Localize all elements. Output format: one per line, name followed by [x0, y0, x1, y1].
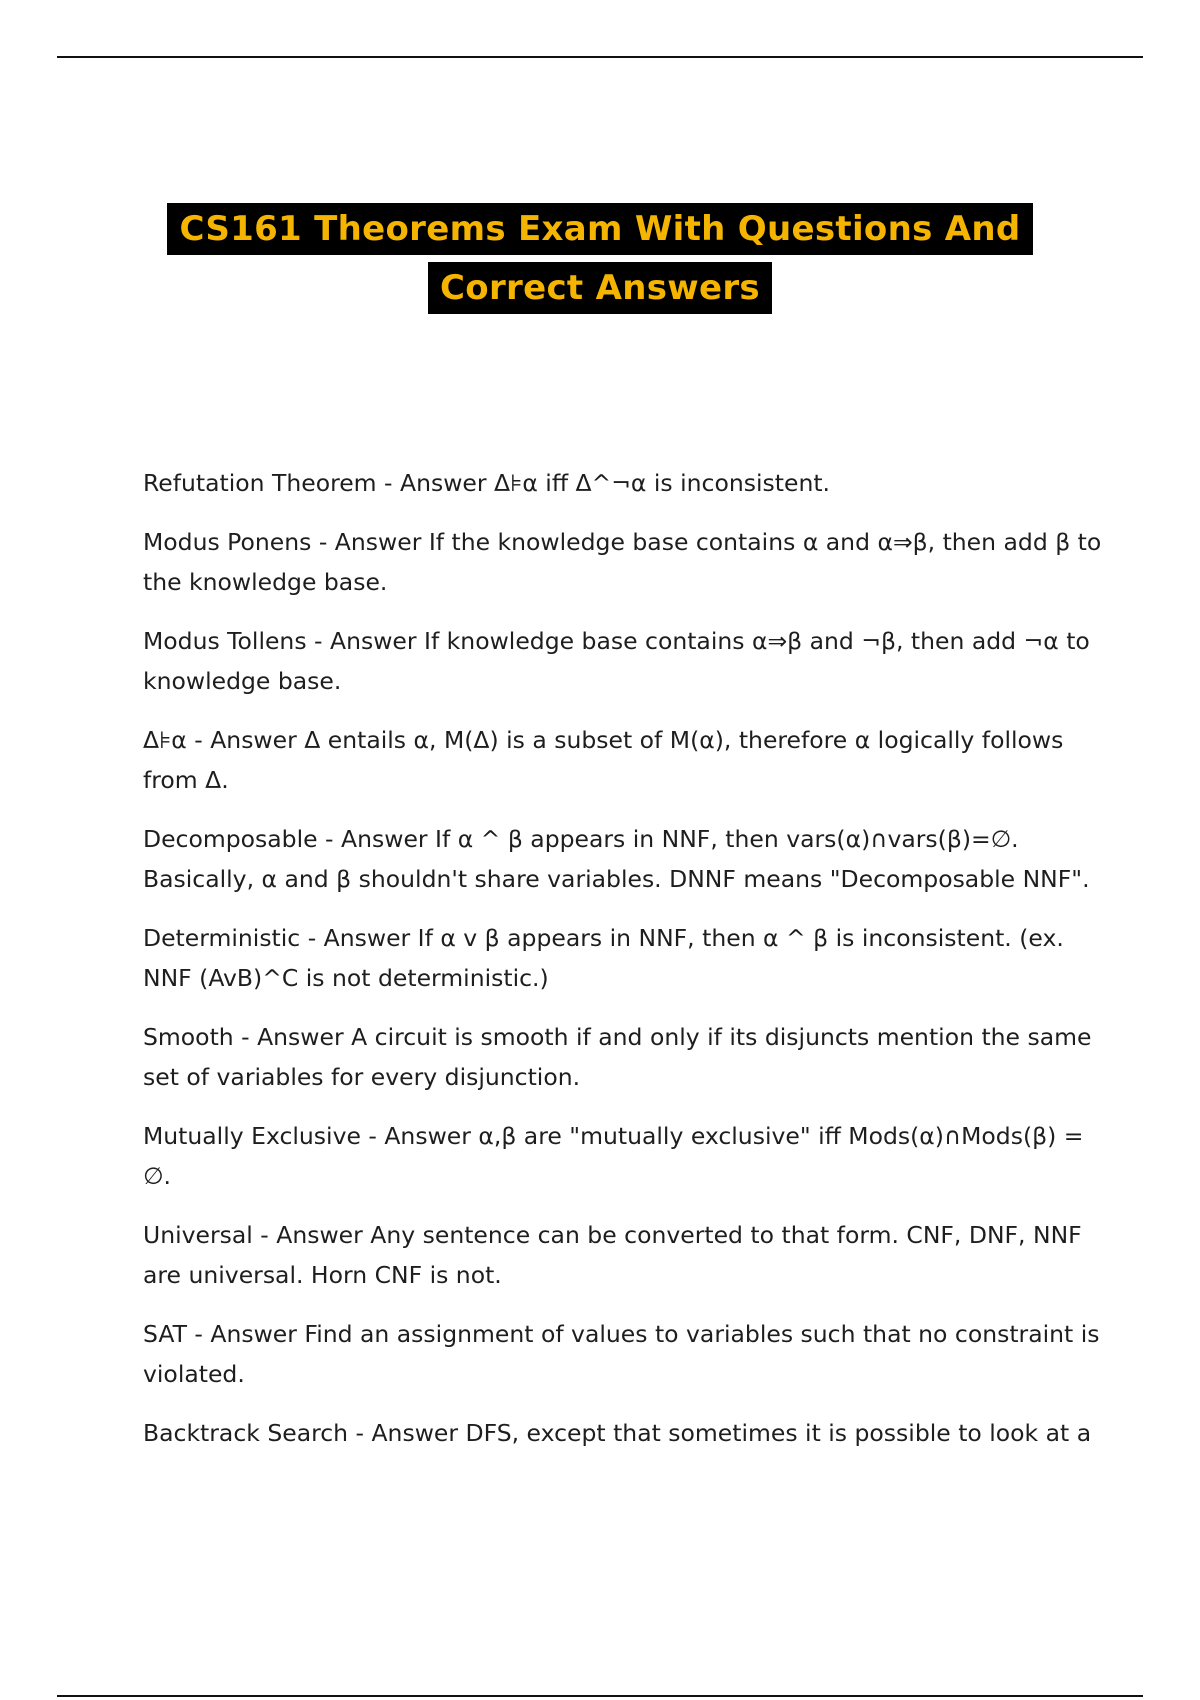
title-line-1: CS161 Theorems Exam With Questions And [167, 203, 1032, 255]
qa-item-refutation-theorem: Refutation Theorem - Answer Δ⊧α iff Δ^¬α is inconsistent. [143, 469, 831, 497]
qa-item-universal: Universal - Answer Any sentence can be converted to that form. CNF, DNF, NNF are universal. Horn CNF is not. [143, 1221, 1082, 1289]
qa-list [143, 463, 1103, 1472]
qa-item-deterministic: Deterministic - Answer If α v β appears in NNF, then α ^ β is inconsistent. (ex. NNF (AvB)^C is not deterministic.) [143, 924, 1064, 992]
qa-item-mutually-exclusive: Mutually Exclusive - Answer α,β are "mutually exclusive" iff Mods(α)∩Mods(β) = ∅. [143, 1122, 1084, 1190]
qa-item-smooth: Smooth - Answer A circuit is smooth if and only if its disjuncts mention the same set of variables for every disjunction. [143, 1023, 1092, 1091]
qa-item-decomposable: Decomposable - Answer If α ^ β appears in NNF, then vars(α)∩vars(β)=∅. Basically, α and β shouldn't share variables. DNNF means "Decomposable NNF". [143, 825, 1090, 893]
qa-item-backtrack-search: Backtrack Search - Answer DFS, except that sometimes it is possible to look at a [143, 1419, 1092, 1447]
qa-item-modus-ponens: Modus Ponens - Answer If the knowledge base contains α and α⇒β, then add β to the knowledge base. [143, 528, 1102, 596]
qa-item-sat: SAT - Answer Find an assignment of values to variables such that no constraint is violated. [143, 1320, 1100, 1388]
title-line-2: Correct Answers [428, 262, 772, 314]
top-rule [57, 56, 1143, 58]
qa-item-entailment: Δ⊧α - Answer Δ entails α, M(Δ) is a subset of M(α), therefore α logically follows from Δ. [143, 726, 1064, 794]
document-title [0, 203, 1200, 314]
qa-item-modus-tollens: Modus Tollens - Answer If knowledge base contains α⇒β and ¬β, then add ¬α to knowledge base. [143, 627, 1090, 695]
bottom-rule [57, 1695, 1143, 1697]
